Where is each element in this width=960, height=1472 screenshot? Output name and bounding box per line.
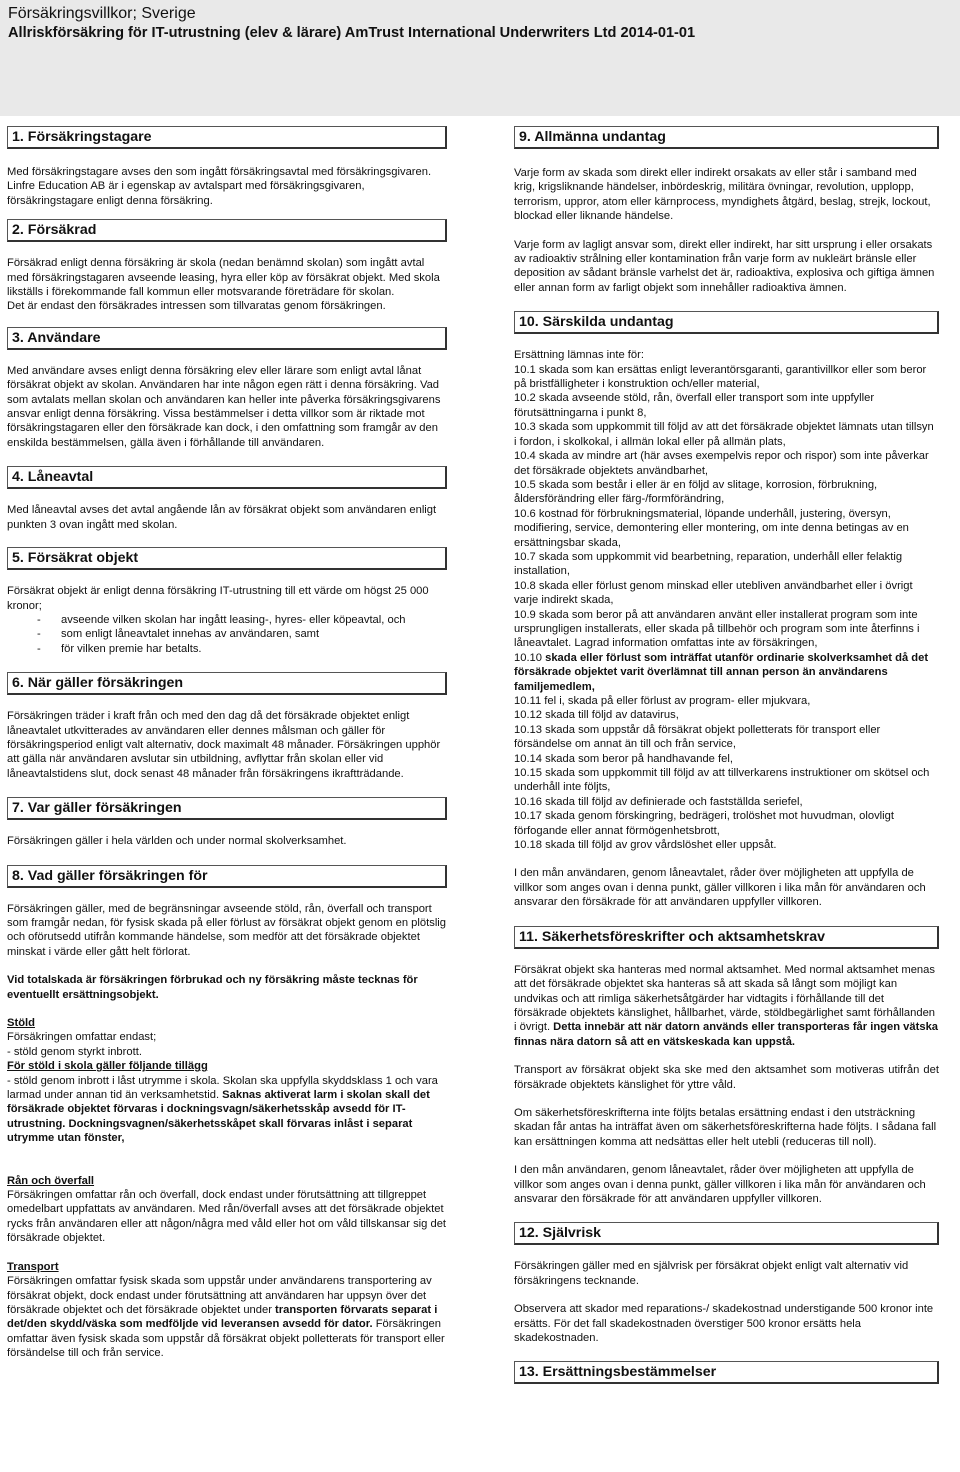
theft-heading: Stöld: [7, 1017, 35, 1029]
list-item: - avseende vilken skolan har ingått leasing-, hyres- eller köpeavtal, och: [37, 613, 447, 627]
section-2-text-2: Det är endast den försäkrades intressen som tillvaratas genom försäkringen.: [7, 300, 386, 313]
transport-heading: Transport: [7, 1260, 59, 1273]
section-heading-9: 9. Allmänna undantag: [514, 126, 939, 149]
right-column: [514, 126, 939, 1384]
section-heading-13: 13. Ersättningsbestämmelser: [514, 1361, 939, 1384]
transport-text-bold: transporten förvarats separat i det/den skydd/väska som medföljde vid leveransen avsedd för dator.: [7, 1303, 438, 1331]
section-12-text: Försäkringen gäller med en självrisk per försäkrat objekt enligt valt alternativ vid försäkringens tecknande.: [514, 1260, 909, 1287]
section-heading-5: 5. Försäkrat objekt: [7, 547, 447, 570]
section-11-text-2: Transport av försäkrat objekt ska ske med den aktsamhet som motiveras utifrån det försäkrade objektets känslighet för yttre våld.: [514, 1064, 939, 1091]
exclusion-item: 10.5 skada som består i eller är en följd av slitage, korrosion, förbrukning, åldersförändring eller färg-/formförändring,: [514, 478, 878, 506]
exclusion-item: 10.18 skada till följd av grov vårdslöshet eller uppsåt.: [514, 839, 777, 852]
section-1-text: Med försäkringstagare avses den som ingått försäkringsavtal med försäkringsgivaren. Linfre Education AB är i egenskap av avtalspart med försäkringsgivaren, försäkringstagare enligt denna försäkring.: [7, 166, 432, 207]
exclusion-item: 10.11 fel i, skada på eller förlust av program- eller mjukvara,: [514, 695, 811, 707]
section-11-text-3: Om säkerhetsföreskrifterna inte följts betalas ersättning endast i den utsträckning skadan får antas ha inträffat även om säkerhetsföreskrifterna hade följts. I sådana fall kan ersättningen komma att nedsättas eller helt utebli (reduceras till noll).: [514, 1106, 937, 1148]
section-6-text: Försäkringen träder i kraft från och med den dag då det försäkrade objektet enligt låneavtalet utkvitterades av användaren eller dennes målsman och gäller för försäkringsperiod enligt valt alternativ, dock maximalt 48 månader. Försäkringen upphör att gälla när användaren avslutar sin utbildning, avflyttar från skolan eller vid låneavtalstidens slut, dock senast 48 månader från försäkringens ikraftträdande.: [7, 710, 441, 780]
section-9-text-2: Varje form av lagligt ansvar som, direkt eller indirekt, har sitt ursprung i eller orsakats av radioaktiv strålning eller kontamination från varje form av nukleärt bränsle eller deposition av sådant bränsle varhelst det är, radioaktiva, explosiva och giftiga ämnen eller annan form av farligt objekt som innehåller radioaktiva ämnen.: [514, 238, 935, 294]
section-11-text-4: I den mån användaren, genom låneavtalet, råder över möjligheten att uppfylla de villkor som anges ovan i denna punkt, gäller villkoren i lika mån för användaren och ansvarar den försäkrade för att användaren uppfyller villkoren.: [514, 1164, 926, 1205]
school-theft-heading: För stöld i skola gäller följande tillägg: [7, 1060, 208, 1073]
section-11-text-plain: Försäkrat objekt ska hanteras med normal aktsamhet. Med normal aktsamhet menas att det försäkrade objektet ska hanteras så att skada så långt som möjligt kan undvikas och att rimliga säkerhetsåtgärder har vidtagits i förhållande till det försäkrade objektets känslighet, hållbarhet, värde, stöldbegärlighet samt förhållanden i övrigt.: [514, 963, 936, 1034]
total-loss-note: Vid totalskada är försäkringen förbrukad och ny försäkring måste tecknas för eventuellt ersättningsobjekt.: [7, 974, 418, 1001]
section-11-text-bold: Detta innebär att när datorn används eller transporteras får ingen vätska finnas nära datorn så att en vätskeskada kan uppstå.: [514, 1021, 939, 1048]
section-heading-12: 12. Självrisk: [514, 1222, 939, 1245]
section-2-text: Försäkrad enligt denna försäkring är skola (nedan benämnd skolan) som ingått avtal med försäkringstagaren avseende leasing, hyra eller köp av försäkrat objekt. Med skola likställs i förekommande fall kommun eller motsvarande företrädare för skolan.: [7, 257, 440, 299]
header-subtitle: Allriskförsäkring för IT-utrustning (elev & lärare) AmTrust International Underwriters Ltd 2014-01-01: [8, 25, 696, 41]
section-heading-4: 4. Låneavtal: [7, 466, 447, 489]
list-item: - som enligt låneavtalet innehas av användaren, samt: [37, 627, 447, 641]
transport-text-plain: Försäkringen omfattar fysisk skada som uppstår under användarens transportering av försäkrat objekt, dock endast under förutsättning att användaren har uppsyn över det försäkrade objektet och det försäkrade objektet under: [7, 1275, 432, 1316]
exclusion-item: [514, 651, 939, 694]
section-heading-11: 11. Säkerhetsföreskrifter och aktsamhetskrav: [514, 926, 939, 949]
section-5-text: Försäkrat objekt är enligt denna försäkring IT-utrustning till ett värde om högst 25 000 kronor;: [7, 585, 429, 612]
exclusion-bold-text: skada eller förlust som inträffat utanför ordinarie skolverksamhet då det försäkrade objektet varit överlämnat till annan person än användarens familjemedlem,: [514, 651, 929, 693]
theft-text-2: - stöld genom styrkt inbrott.: [7, 1045, 142, 1058]
list-item: - för vilken premie har betalts.: [37, 642, 447, 656]
section-12-text-2: Observera att skador med reparations-/ skadekostnad understigande 500 kronor inte ersätts. För det fall skadekostnaden överstiger 500 kronor ersätts hela skadekostnaden.: [514, 1303, 934, 1344]
section-heading-3: 3. Användare: [7, 327, 447, 350]
exclusion-item: 10.12 skada till följd av datavirus,: [514, 709, 679, 722]
section-10-closing: I den mån användaren, genom låneavtalet, råder över möjligheten att uppfylla de villkor som anges ovan i denna punkt, gäller villkoren i lika mån för användaren och ansvarar den försäkrade för att användaren uppfyller villkoren.: [514, 867, 926, 909]
section-8-text: Försäkringen gäller, med de begränsningar avseende stöld, rån, överfall och transport som framgår nedan, för fysisk skada på eller förlust av försäkrat objekt genom en plötslig och oförutsedd utifrån kommande händelse, som medför att det försäkrade objektet minskat i värde eller gått helt förlorat.: [7, 902, 447, 958]
theft-text-1: Försäkringen omfattar endast;: [7, 1031, 157, 1044]
exclusion-item: 10.6 kostnad för förbrukningsmaterial, löpande underhåll, justering, översyn, modifiering, service, demontering eller montering, om inte denna betingas av en ersättningsbar skada,: [514, 507, 909, 549]
exclusion-item: 10.13 skada som uppstår då försäkrat objekt polletterats för transport eller försändelse om annat än till och från service,: [514, 723, 881, 751]
exclusion-item: 10.7 skada som uppkommit vid bearbetning, reparation, underhåll eller felaktig installation,: [514, 550, 903, 578]
section-7-text: Försäkringen gäller i hela världen och under normal skolverksamhet.: [7, 835, 347, 848]
robbery-heading: Rån och överfall: [7, 1174, 95, 1187]
document-header: [0, 0, 960, 116]
section-heading-2: 2. Försäkrad: [7, 219, 447, 242]
exclusion-item: 10.1 skada som kan ersättas enligt leverantörsgaranti, garantivillkor eller som beror på bristfälligheter i konstruktion och/eller material,: [514, 363, 927, 391]
exclusion-item: 10.8 skada eller förlust genom minskad eller utebliven användbarhet eller i övrigt varje indirekt skada,: [514, 579, 913, 607]
exclusion-item: 10.3 skada som uppkommit till följd av att det försäkrade objektet lämnats utan tillsyn i fordon, i skolkokal, i allmän lokal eller på allmän plats,: [514, 421, 934, 448]
section-heading-1: 1. Försäkringstagare: [7, 126, 447, 149]
section-heading-8: 8. Vad gäller försäkringen för: [7, 865, 447, 888]
exclusion-item: 10.15 skada som uppkommit till följd av att tillverkarens instruktioner om skötsel och underhåll inte följts,: [514, 767, 930, 794]
exclusion-item: 10.2 skada avseende stöld, rån, överfall eller transport som inte uppfyller förutsättningarna i punkt 8,: [514, 392, 875, 419]
transport-text-end: Försäkringen omfattar även fysisk skada som uppstår då försäkrat objekt polletterats för transport eller försändelse till och från service.: [7, 1318, 445, 1360]
section-heading-6: 6. När gäller försäkringen: [7, 672, 447, 695]
section-11-text: [514, 963, 939, 1049]
insured-object-list: [7, 613, 447, 656]
section-9-text: Varje form av skada som direkt eller indirekt orsakats av eller står i samband med krig, krigsliknande händelser, inbördeskrig, militära övningar, revolution, upplopp, terrorism, uppror, atom eller kärnprocess, myndighets åtgärd, beslag, strejk, lockout, blockad eller liknande händelse.: [514, 167, 931, 223]
section-3-text: Med användare avses enligt denna försäkring elev eller lärare som enligt avtal lånat försäkrat objekt av skolan. Användaren har inte någon egen rätt i denna försäkring. Vad som avtalats mellan skolan och användaren kan heller inte påverka försäkringsgivarens ansvar enligt denna försäkring. Vissa bestämmelser i detta villkor som är riktade mot försäkringstagaren eller den försäkrade kan dock, i den omfattning som framgår av den enskilda bestämmelsen, gälla även i förhållande till användaren.: [7, 364, 441, 449]
school-theft-text-plain: - stöld genom inbrott i låst utrymme i skola. Skolan ska uppfylla skyddsklass 1 och vara larmad under annan tid än verksamhetstid.: [7, 1074, 438, 1102]
left-column: [7, 126, 447, 1361]
exclusion-item: 10.9 skada som beror på att användaren använt eller installerat program som inte ursprungligen installerats, eller skada på tillbehör och program som inte återfinns i låneavtalet. Lagrad information omfattas inte av försäkringen,: [514, 608, 920, 650]
exclusion-number: 10.10: [514, 651, 546, 664]
exclusion-item: 10.17 skada genom förskingring, bedrägeri, trolöshet mot huvudman, olovligt förfogande eller annat förmögenhetsbrott,: [514, 810, 894, 837]
transport-text: [7, 1274, 447, 1360]
exclusions-intro: Ersättning lämnas inte för:: [514, 349, 644, 362]
school-theft-text-bold: Saknas aktiverat larm i skolan skall det försäkrade objektet förvaras i dockningsvagn/säkerhetsskåp avsedd för IT-utrustning. Dockningsvagnen/säkerhetsskåpet skall förvaras inlåst i separat utrymme utan fönster,: [7, 1089, 430, 1145]
section-heading-7: 7. Var gäller försäkringen: [7, 797, 447, 820]
school-theft-text: [7, 1074, 447, 1146]
exclusion-item: 10.16 skada till följd av definierade och fastställda seriefel,: [514, 795, 803, 808]
header-title: Försäkringsvillkor; Sverige: [8, 5, 196, 22]
section-4-text: Med låneavtal avses det avtal angående lån av försäkrat objekt som användaren enligt punkten 3 ovan ingått med skolan.: [7, 504, 437, 531]
exclusion-item: 10.4 skada av mindre art (här avses exempelvis repor och rispor) som inte påverkar det försäkrade objektets användbarhet,: [514, 450, 929, 477]
exclusion-item: 10.14 skada som beror på handhavande fel,: [514, 752, 733, 765]
robbery-text: Försäkringen omfattar rån och överfall, dock endast under förutsättning att tillgreppet omedelbart uppfattats av användaren. Med rån/överfall avses att det försäkrade objektet rycks från användaren eller att någon/några med våld eller hot om våld tillskansar sig det försäkrade objektet.: [7, 1189, 447, 1245]
section-heading-10: 10. Särskilda undantag: [514, 311, 939, 334]
